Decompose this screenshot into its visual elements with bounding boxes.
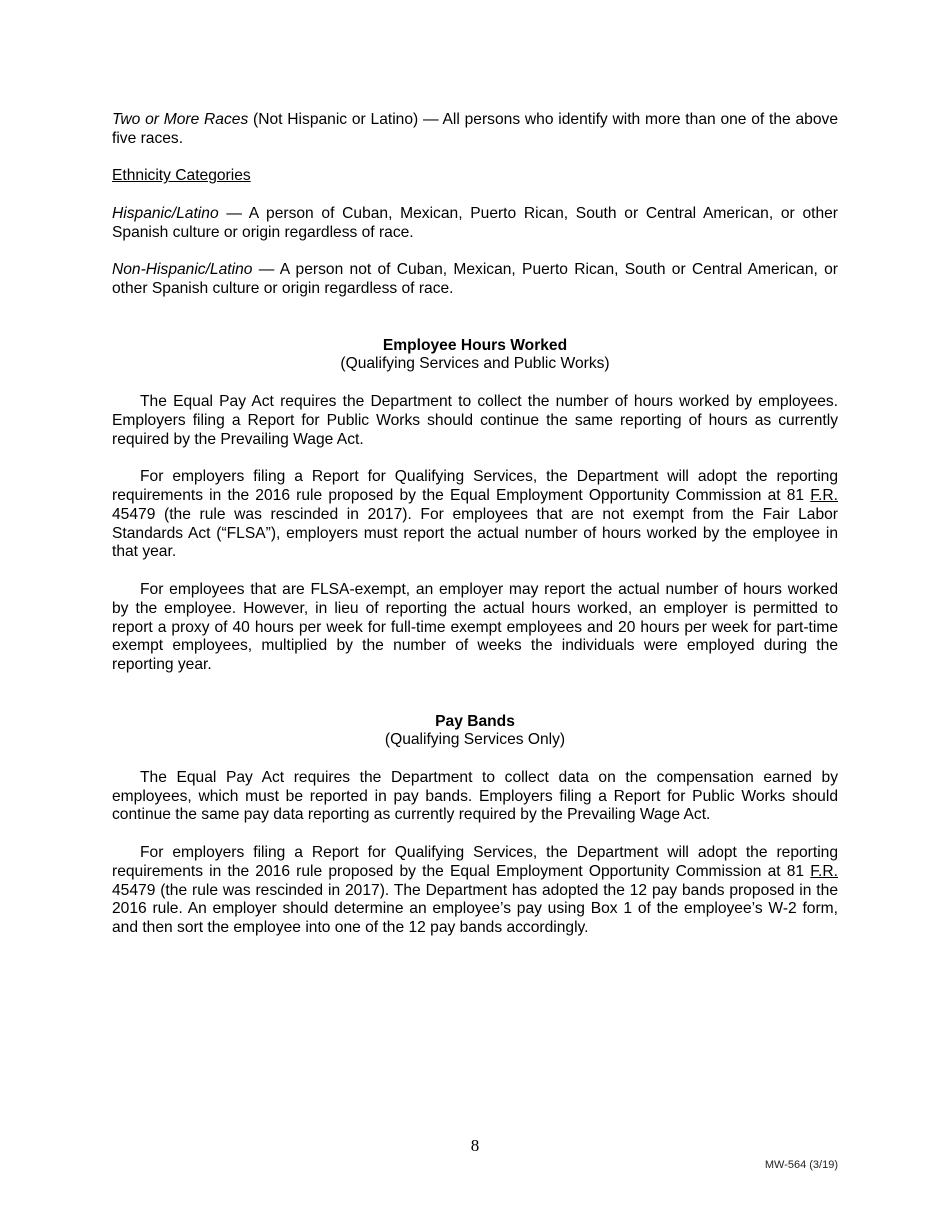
hispanic-latino-term: Hispanic/Latino xyxy=(112,204,219,222)
federal-register-citation: F.R. xyxy=(810,486,838,504)
hispanic-latino-definition xyxy=(112,205,838,243)
pay-bands-paragraph-2 xyxy=(112,844,838,938)
non-hispanic-latino-text: — A person not of Cuban, Mexican, Puerto Rican, South or Central American, or other Spanish culture or origin regardless of race. xyxy=(112,261,838,298)
non-hispanic-latino-term: Non-Hispanic/Latino xyxy=(112,261,253,279)
pay-bands-heading xyxy=(112,694,838,750)
pay-bands-paragraph-2-part-a: For employers filing a Report for Qualifying Services, the Department will adopt the reporting requirements in the 2016 rule proposed by the Equal Employment Opportunity Commission at 81 xyxy=(112,844,838,880)
two-or-more-races-term: Two or More Races xyxy=(112,111,249,128)
page-number: 8 xyxy=(470,1136,480,1155)
hours-paragraph-3: For employees that are FLSA-exempt, an employer may report the actual number of hours worked by the employee. However, in lieu of reporting the actual hours worked, an employer is permitted to report a proxy of 40 hours per week for full-time exempt employees and 20 hours per week for part-time exempt employees, multiplied by the number of weeks the individuals were employed during the reporting year. xyxy=(112,580,838,674)
hours-worked-heading xyxy=(112,318,838,374)
pay-bands-paragraph-2-part-b: 45479 (the rule was rescinded in 2017). The Department has adopted the 12 pay bands proposed in the 2016 rule. An employer should determine an employee’s pay using Box 1 of the employee’s W-2 form, and then sort the employee into one of the 12 pay bands accordingly. xyxy=(112,881,838,937)
hours-paragraph-2 xyxy=(112,468,838,562)
federal-register-citation: F.R. xyxy=(810,862,838,880)
document-body xyxy=(112,111,838,957)
pay-bands-subtitle: (Qualifying Services Only) xyxy=(384,731,566,749)
two-or-more-races-text: (Not Hispanic or Latino) — All persons who identify with more than one of the above five races. xyxy=(112,111,838,147)
non-hispanic-latino-definition xyxy=(112,261,838,299)
ethnicity-categories-heading xyxy=(112,167,838,186)
two-or-more-races-definition xyxy=(112,111,838,149)
pay-bands-paragraph-1: The Equal Pay Act requires the Department to collect data on the compensation earned by employees, which must be reported in pay bands. Employers filing a Report for Public Works should continue the same pay data reporting as currently required by the Prevailing Wage Act. xyxy=(112,768,838,824)
ethnicity-categories-heading-text: Ethnicity Categories xyxy=(112,167,251,185)
hispanic-latino-text: — A person of Cuban, Mexican, Puerto Rican, South or Central American, or other Spanish culture or origin regardless of race. xyxy=(112,204,838,241)
hours-paragraph-1: The Equal Pay Act requires the Department to collect the number of hours worked by employees. Employers filing a Report for Public Works should continue the same reporting of hours as currently required by the Prevailing Wage Act. xyxy=(112,392,838,448)
hours-worked-title: Employee Hours Worked xyxy=(382,336,568,354)
hours-paragraph-2-part-a: For employers filing a Report for Qualifying Services, the Department will adopt the reporting requirements in the 2016 rule proposed by the Equal Employment Opportunity Commission at 81 xyxy=(112,468,838,504)
hours-worked-subtitle: (Qualifying Services and Public Works) xyxy=(340,355,610,373)
pay-bands-title: Pay Bands xyxy=(435,712,515,730)
form-identifier: MW-564 (3/19) xyxy=(764,1159,838,1171)
hours-paragraph-2-part-b: 45479 (the rule was rescinded in 2017). For employees that are not exempt from the Fair Labor Standards Act (“FLSA”), employers must report the actual number of hours worked by the employee in that year. xyxy=(112,505,838,561)
